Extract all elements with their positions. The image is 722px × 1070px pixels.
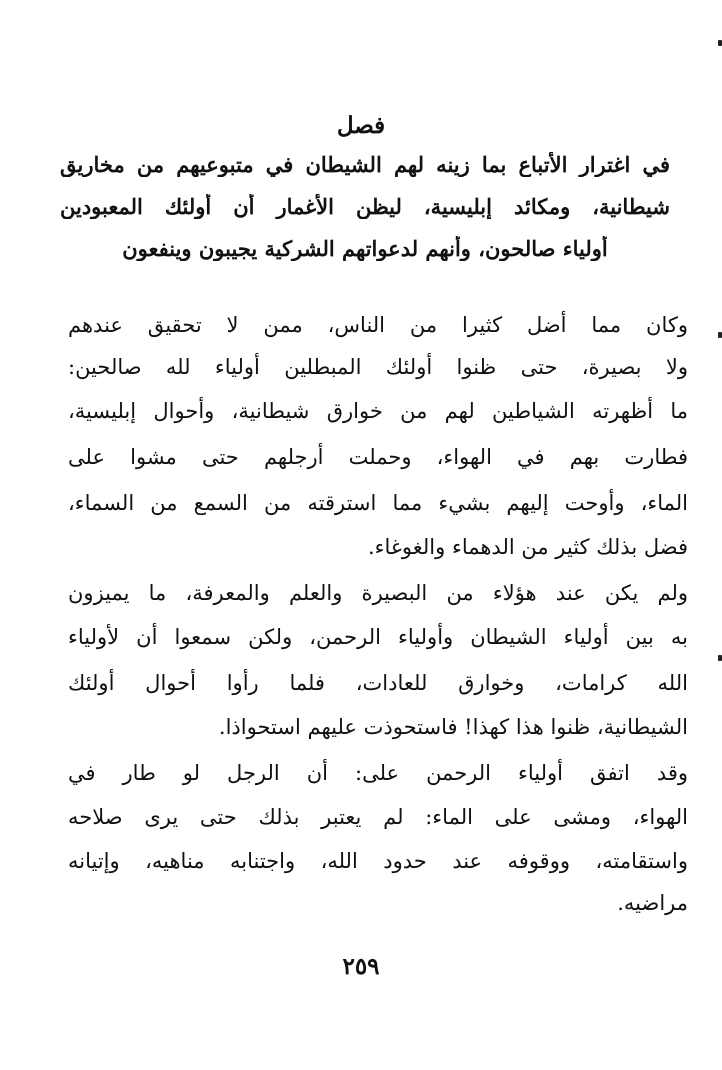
body-text-line: فضل بذلك كثير من الدهماء والغوغاء.: [367, 535, 688, 559]
body-text-line: واستقامته، ووقوفه عند حدود الله، واجتنابه مناهيه، وإتيانه: [68, 849, 688, 873]
body-text-line: ما أظهرته الشياطين لهم من خوارق شيطانية، وأحوال إبليسية،: [68, 399, 688, 423]
section-subtitle-line: في اغترار الأتباع بما زينه لهم الشيطان في متبوعيهم من مخاريق: [60, 152, 670, 177]
body-text-line: مراضيه.: [617, 891, 688, 915]
body-text-line: فطارت بهم في الهواء، وحملت أرجلهم حتى مشوا على: [68, 445, 688, 469]
section-subtitle-line: أولياء صالحون، وأنهم لدعواتهم الشركية يجيبون وينفعون: [122, 236, 608, 261]
body-text-line: به بين أولياء الشيطان وأولياء الرحمن، ولكن سمعوا أن لأولياء: [68, 625, 688, 649]
body-text-line: الماء، وأوحت إليهم بشيء مما استرقته من السمع من السماء،: [68, 491, 688, 515]
section-subtitle-line: شيطانية، ومكائد إبليسية، ليظن الأغمار أن أولئك المعبودين: [60, 194, 670, 219]
section-title: فصل: [336, 112, 386, 139]
margin-mark: [718, 332, 722, 338]
body-text-line: ولا بصيرة، حتى ظنوا أولئك المبطلين أولياء لله صالحين:: [68, 355, 688, 379]
body-text-line: وكان مما أضل كثيرا من الناس، ممن لا تحقيق عندهم: [68, 313, 688, 337]
body-text-line: وقد اتفق أولياء الرحمن على: أن الرجل لو طار في: [68, 761, 688, 785]
body-text-line: ولم يكن عند هؤلاء من البصيرة والعلم والمعرفة، ما يميزون: [68, 581, 688, 605]
margin-mark: [718, 655, 722, 661]
body-text-line: الله كرامات، وخوارق للعادات، فلما رأوا أحوال أولئك: [68, 671, 688, 695]
body-text-line: الهواء، ومشى على الماء: لم يعتبر بذلك حتى يرى صلاحه: [68, 805, 688, 829]
page-number: ٢٥٩: [342, 953, 380, 980]
margin-mark: [718, 40, 722, 46]
body-text-line: الشيطانية، ظنوا هذا كهذا! فاستحوذت عليهم استحواذا.: [218, 715, 688, 739]
